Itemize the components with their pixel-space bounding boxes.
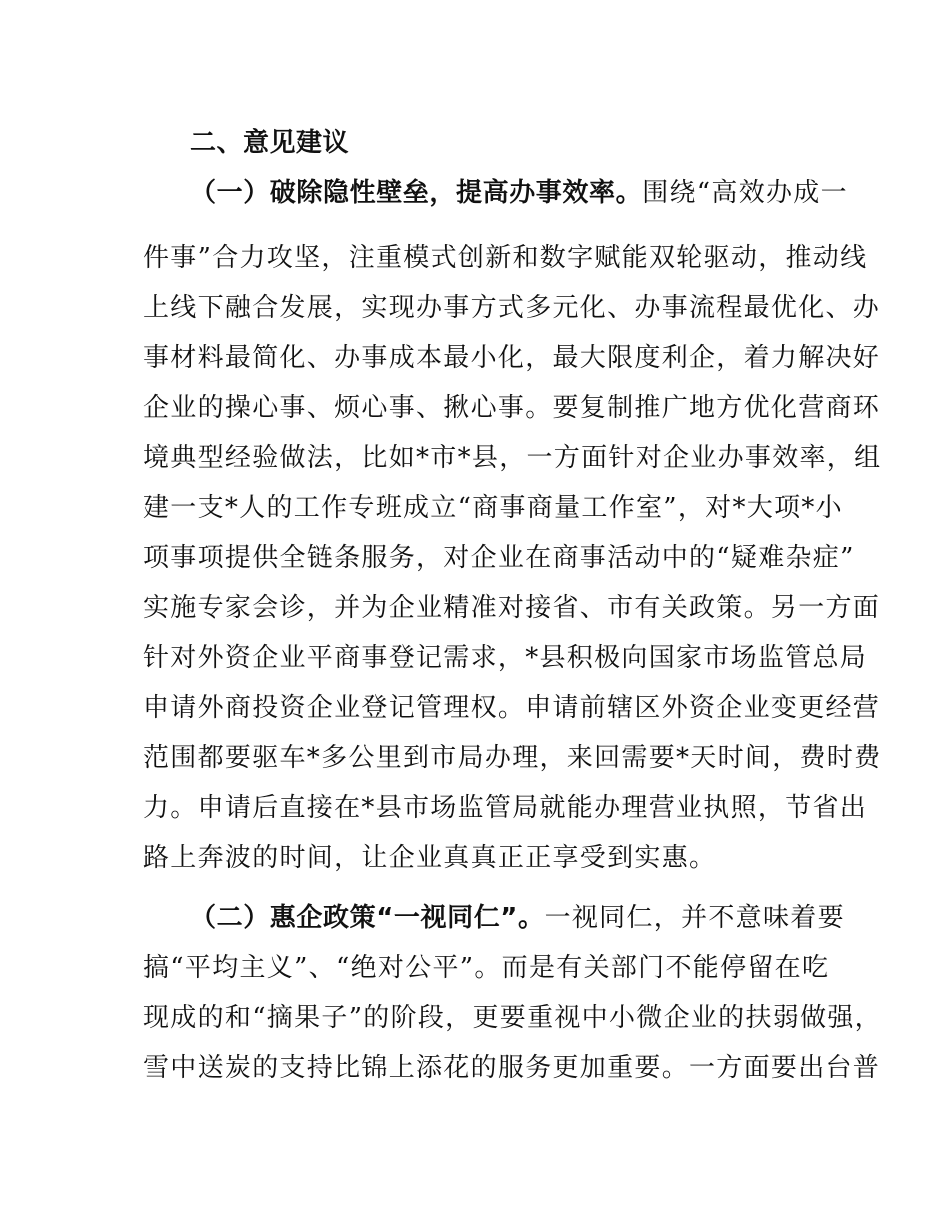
section2-line-1: 搞“平均主义”、“绝对公平”。而是有关部门不能停留在吃 (143, 953, 830, 983)
section1-line-2: 上线下融合发展，实现办事方式多元化、办事流程最优化、办 (143, 293, 881, 323)
section1-line-3: 事材料最简化、办事成本最小化，最大限度利企，着力解决好 (143, 343, 881, 373)
section1-line-1: 件事”合力攻坚，注重模式创新和数字赋能双轮驱动，推动线 (143, 243, 868, 273)
section1-line-0: 围绕“高效办成一 (642, 178, 848, 208)
section1-line-7: 项事项提供全链条服务，对企业在商事活动中的“疑难杂症” (143, 543, 855, 573)
section1-first-line (190, 178, 848, 208)
section1-line-13: 路上奔波的时间，让企业真真正正享受到实惠。 (143, 843, 717, 873)
section1-line-10: 申请外商投资企业登记管理权。申请前辖区外资企业变更经营 (143, 693, 881, 723)
section2-first-line (190, 903, 845, 933)
section1-line-5: 境典型经验做法，比如*市*县，一方面针对企业办事效率，组 (143, 443, 882, 473)
section2-line-3: 雪中送炭的支持比锦上添花的服务更加重要。一方面要出台普 (143, 1053, 881, 1083)
section1-line-11: 范围都要驱车*多公里到市局办理，来回需要*天时间，费时费 (143, 743, 882, 773)
section1-line-9: 针对外资企业平商事登记需求，*县积极向国家市场监管总局 (143, 643, 868, 673)
section2-title: （二）惠企政策“一视同仁”。 (190, 903, 545, 933)
section2-line-2: 现成的和“摘果子”的阶段，更要重视中小微企业的扶弱做强， (143, 1003, 882, 1033)
section1-line-6: 建一支*人的工作专班成立“商事商量工作室”，对*大项*小 (143, 493, 843, 523)
section1-line-8: 实施专家会诊，并为企业精准对接省、市有关政策。另一方面 (143, 593, 881, 623)
section-heading: 二、意见建议 (190, 128, 350, 158)
section2-line-0: 一视同仁，并不意味着要 (544, 903, 845, 933)
section1-line-4: 企业的操心事、烦心事、揪心事。要复制推广地方优化营商环 (143, 393, 881, 423)
section1-line-12: 力。申请后直接在*县市场监管局就能办理营业执照，节省出 (143, 793, 868, 823)
section1-title: （一）破除隐性壁垒，提高办事效率。 (190, 178, 643, 208)
